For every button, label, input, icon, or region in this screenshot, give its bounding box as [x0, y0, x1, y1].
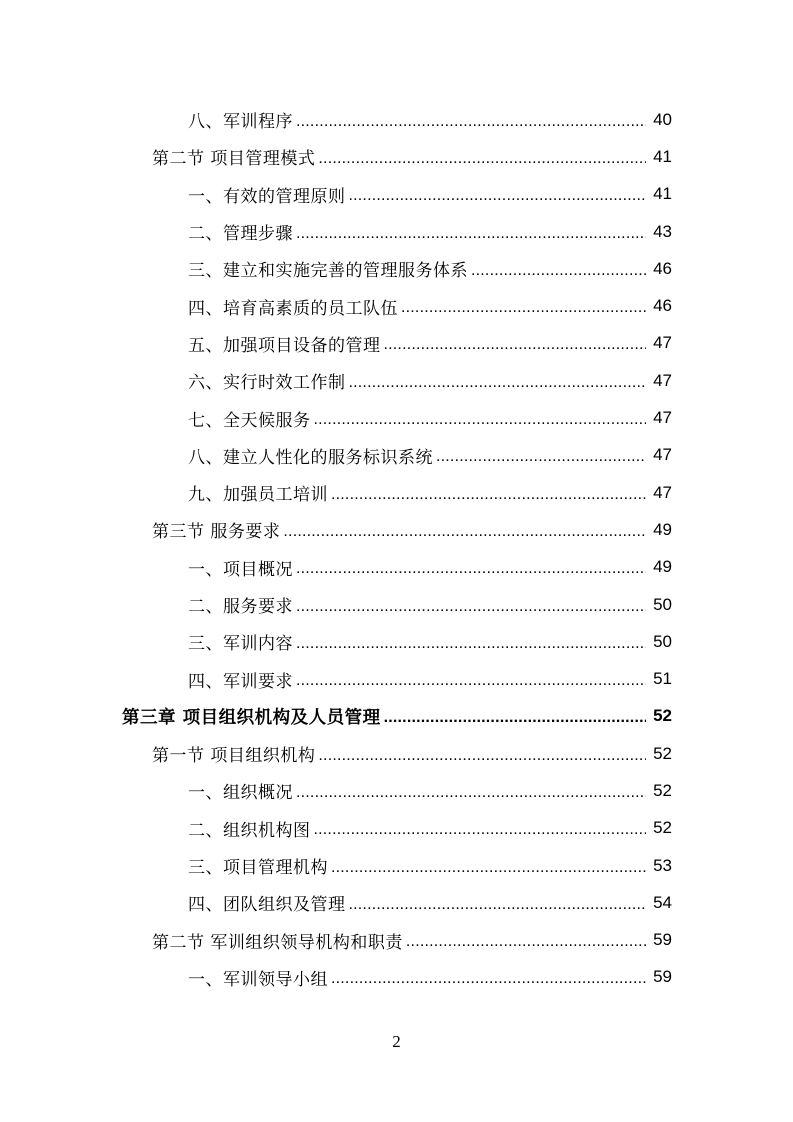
toc-entry[interactable] — [0, 325, 793, 362]
toc-entry[interactable] — [0, 287, 793, 324]
toc-entry-page: 54 — [653, 892, 672, 912]
toc-entry-page: 50 — [653, 631, 672, 651]
toc-entry-page: 41 — [653, 184, 672, 204]
toc-entry-page: 41 — [653, 146, 672, 166]
toc-dot-leader — [331, 486, 646, 504]
toc-entry-title: 一、项目概况 — [188, 559, 293, 580]
toc-entry[interactable] — [0, 922, 793, 959]
toc-dot-leader — [296, 598, 646, 616]
toc-entry[interactable] — [0, 884, 793, 921]
toc-dot-leader — [296, 672, 646, 690]
toc-entry-title: 第三章 项目组织机构及人员管理 — [122, 707, 381, 728]
toc-entry[interactable] — [0, 772, 793, 809]
toc-dot-leader — [471, 262, 646, 280]
toc-entry-title: 八、建立人性化的服务标识系统 — [188, 447, 433, 468]
toc-entry-page: 50 — [653, 594, 672, 614]
toc-entry[interactable] — [0, 810, 793, 847]
toc-entry-page: 47 — [653, 408, 672, 428]
toc-entry-title: 二、服务要求 — [188, 597, 293, 617]
toc-entry[interactable] — [0, 586, 793, 623]
toc-dot-leader — [296, 560, 646, 578]
toc-entry-page: 51 — [653, 669, 672, 689]
toc-entry-title: 三、军训内容 — [188, 634, 293, 655]
toc-dot-leader — [349, 896, 647, 914]
toc-dot-leader — [314, 821, 647, 839]
toc-entry-title: 一、军训领导小组 — [188, 969, 328, 990]
toc-dot-leader — [349, 187, 647, 205]
toc-entry-title: 五、加强项目设备的管理 — [188, 335, 381, 356]
toc-dot-leader — [331, 859, 646, 877]
toc-dot-leader — [296, 113, 646, 131]
toc-entry-title: 二、管理步骤 — [188, 224, 293, 245]
toc-entry-page: 52 — [653, 780, 672, 800]
toc-entry-page: 59 — [653, 967, 672, 987]
toc-entry-page: 47 — [653, 333, 672, 353]
toc-entry[interactable] — [0, 511, 793, 548]
toc-entry-title: 第三节 服务要求 — [152, 522, 281, 543]
toc-entry-page: 46 — [653, 296, 672, 316]
toc-entry-title: 一、组织概况 — [188, 783, 293, 804]
toc-entry-page: 43 — [653, 221, 672, 241]
toc-entry-title: 第二节 军训组织领导机构和职责 — [152, 932, 403, 953]
toc-entry[interactable] — [0, 250, 793, 287]
toc-entry[interactable] — [0, 176, 793, 213]
toc-entry-page: 40 — [653, 109, 672, 129]
toc-dot-leader — [406, 933, 646, 951]
toc-entry-page: 52 — [653, 743, 672, 763]
toc-entry-page: 53 — [653, 855, 672, 875]
toc-dot-leader — [314, 411, 647, 429]
toc-entry[interactable] — [0, 959, 793, 996]
toc-entry-title: 一、有效的管理原则 — [188, 186, 346, 207]
table-of-contents — [0, 101, 793, 996]
toc-entry-page: 47 — [653, 445, 672, 465]
toc-entry[interactable] — [0, 362, 793, 399]
toc-entry[interactable] — [0, 437, 793, 474]
toc-entry[interactable] — [0, 101, 793, 138]
toc-entry-title: 四、军训要求 — [188, 671, 293, 692]
toc-dot-leader — [296, 635, 646, 653]
toc-entry-title: 二、组织机构图 — [188, 820, 311, 841]
toc-dot-leader — [331, 970, 646, 988]
toc-dot-leader — [436, 448, 646, 466]
toc-dot-leader — [349, 374, 647, 392]
toc-entry-page: 52 — [653, 818, 672, 838]
toc-dot-leader — [318, 747, 646, 765]
toc-entry[interactable] — [0, 698, 793, 735]
toc-entry-title: 七、全天候服务 — [188, 410, 311, 431]
toc-dot-leader — [296, 784, 646, 802]
toc-entry-title: 九、加强员工培训 — [188, 485, 328, 506]
toc-entry-page: 49 — [653, 557, 672, 577]
toc-entry-page: 46 — [653, 258, 672, 278]
toc-entry[interactable] — [0, 847, 793, 884]
toc-entry-page: 47 — [653, 370, 672, 390]
toc-dot-leader — [318, 150, 646, 168]
toc-entry[interactable] — [0, 474, 793, 511]
toc-entry[interactable] — [0, 138, 793, 175]
page-number: 2 — [392, 1032, 401, 1051]
toc-entry[interactable] — [0, 623, 793, 660]
toc-dot-leader — [384, 709, 646, 727]
toc-dot-leader — [384, 336, 647, 354]
toc-entry[interactable] — [0, 735, 793, 772]
toc-entry-title: 第二节 项目管理模式 — [152, 149, 316, 170]
toc-entry-title: 四、团队组织及管理 — [188, 895, 346, 916]
toc-entry-title: 六、实行时效工作制 — [188, 373, 346, 394]
toc-entry-page: 52 — [653, 706, 672, 726]
toc-entry-title: 三、项目管理机构 — [188, 858, 328, 879]
toc-entry[interactable] — [0, 213, 793, 250]
toc-entry-page: 59 — [653, 930, 672, 950]
toc-entry[interactable] — [0, 549, 793, 586]
toc-dot-leader — [401, 299, 646, 317]
toc-entry-title: 四、培育高素质的员工队伍 — [188, 298, 398, 319]
toc-entry-page: 49 — [653, 519, 672, 539]
toc-entry-title: 第一节 项目组织机构 — [152, 746, 316, 767]
toc-entry[interactable] — [0, 660, 793, 697]
toc-entry-title: 八、军训程序 — [188, 112, 293, 133]
toc-dot-leader — [283, 523, 646, 541]
toc-entry-page: 47 — [653, 482, 672, 502]
toc-entry[interactable] — [0, 399, 793, 436]
toc-dot-leader — [296, 225, 646, 243]
toc-entry-title: 三、建立和实施完善的管理服务体系 — [188, 261, 468, 282]
